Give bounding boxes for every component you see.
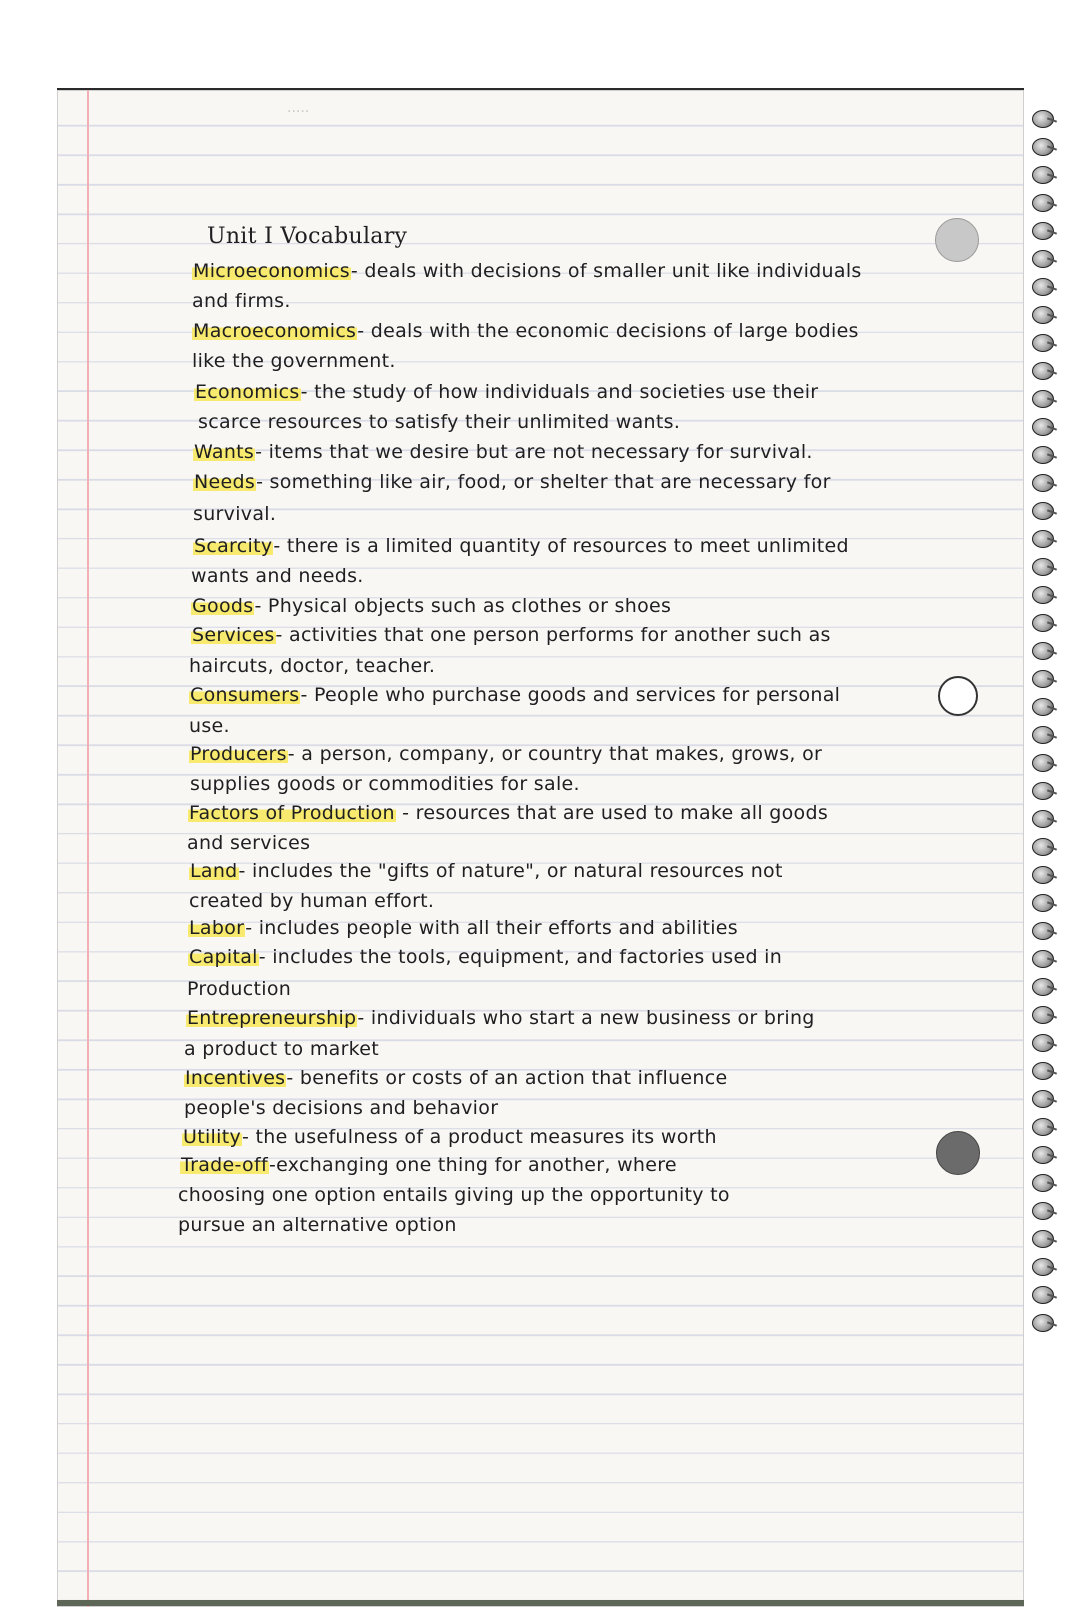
punch-hole: [935, 218, 979, 262]
vocab-definition-cont: created by human effort.: [189, 890, 435, 912]
page-edge: [57, 1600, 1024, 1606]
vocab-entry: [184, 1069, 727, 1088]
vocab-term: Macroeconomics: [193, 320, 357, 342]
vocab-definition-cont: and services: [187, 832, 311, 854]
vocab-term: Utility: [183, 1126, 241, 1148]
vocab-entry: [189, 686, 840, 705]
vocab-term: Labor: [189, 917, 245, 939]
vocab-definition-cont: supplies goods or commodities for sale.: [190, 773, 580, 795]
vocab-entry: [193, 443, 813, 462]
vocab-entry: [191, 597, 671, 616]
vocab-entry: [189, 862, 783, 881]
vocab-definition-cont: choosing one option entails giving up the opportunity to: [178, 1184, 730, 1206]
vocab-term: Incentives: [185, 1067, 286, 1089]
vocab-definition-cont: use.: [189, 715, 230, 737]
vocab-entry: [180, 1156, 677, 1175]
vocab-definition-cont: pursue an alternative option: [178, 1214, 457, 1236]
punch-hole: [938, 676, 978, 716]
vocab-term: Services: [192, 624, 275, 646]
vocab-entry: [188, 948, 782, 967]
vocab-definition: - includes people with all their efforts and abilities: [245, 917, 738, 939]
punch-hole: [936, 1131, 980, 1175]
vocab-term: Microeconomics: [193, 260, 350, 282]
vocab-definition-cont: wants and needs.: [191, 565, 364, 587]
vocab-entry: [193, 537, 849, 556]
bleed-through-text: ·····: [287, 104, 310, 120]
vocab-definition: - deals with decisions of smaller unit like individuals: [350, 260, 862, 282]
vocab-definition: -exchanging one thing for another, where: [268, 1154, 677, 1176]
spiral-binding: [1026, 100, 1066, 1360]
vocab-definition-cont: haircuts, doctor, teacher.: [189, 655, 436, 677]
vocab-definition: - items that we desire but are not necessary for survival.: [255, 441, 813, 463]
vocab-entry: [188, 919, 738, 938]
vocab-term: Producers: [190, 743, 287, 765]
vocab-term: Factors of Production: [189, 802, 395, 824]
vocab-definition: - resources that are used to make all goods: [395, 802, 829, 824]
vocab-term: Consumers: [190, 684, 300, 706]
vocab-definition: - activities that one person performs for another such as: [275, 624, 831, 646]
vocab-definition-cont: scarce resources to satisfy their unlimited wants.: [198, 411, 681, 433]
vocab-entry: [193, 473, 831, 492]
vocab-term: Scarcity: [194, 535, 273, 557]
vocab-term: Economics: [195, 381, 300, 403]
vocab-definition: - Physical objects such as clothes or shoes: [254, 595, 672, 617]
vocab-definition-cont: like the government.: [192, 350, 396, 372]
vocab-definition: - the usefulness of a product measures its worth: [242, 1126, 717, 1148]
vocab-definition-cont: a product to market: [184, 1038, 380, 1060]
vocab-term: Needs: [194, 471, 256, 493]
vocab-definition: - benefits or costs of an action that influence: [286, 1067, 728, 1089]
vocab-definition: - deals with the economic decisions of large bodies: [357, 320, 859, 342]
vocab-definition: - there is a limited quantity of resources to meet unlimited: [273, 535, 849, 557]
vocab-entry: [192, 322, 859, 341]
vocab-term: Goods: [192, 595, 254, 617]
vocab-entry: [182, 1128, 717, 1147]
vocab-entry: [194, 383, 818, 402]
vocab-definition: - includes the tools, equipment, and factories used in: [258, 946, 783, 968]
margin-line: [87, 90, 89, 1607]
vocab-definition: - People who purchase goods and services for personal: [300, 684, 841, 706]
vocab-definition-cont: and firms.: [192, 290, 291, 312]
vocab-definition: - something like air, food, or shelter that are necessary for: [256, 471, 831, 493]
vocab-definition: - a person, company, or country that makes, grows, or: [287, 743, 823, 765]
vocab-definition: - includes the "gifts of nature", or natural resources not: [238, 860, 783, 882]
vocab-definition-cont: survival.: [193, 503, 277, 525]
vocab-entry: [191, 626, 831, 645]
vocab-entry: [189, 745, 822, 764]
vocab-term: Land: [190, 860, 238, 882]
vocab-definition: - the study of how individuals and societies use their: [300, 381, 819, 403]
vocab-definition-cont: Production: [187, 978, 292, 1000]
vocab-definition-cont: people's decisions and behavior: [184, 1097, 499, 1119]
vocab-entry: [188, 804, 828, 823]
vocab-term: Trade-off: [181, 1154, 268, 1176]
page-title: Unit I Vocabulary: [207, 224, 408, 249]
vocab-term: Entrepreneurship: [187, 1007, 357, 1029]
vocab-term: Capital: [189, 946, 258, 968]
vocab-entry: [192, 262, 862, 281]
vocab-entry: [186, 1009, 815, 1028]
vocab-definition: - individuals who start a new business or bring: [357, 1007, 815, 1029]
vocab-term: Wants: [194, 441, 255, 463]
